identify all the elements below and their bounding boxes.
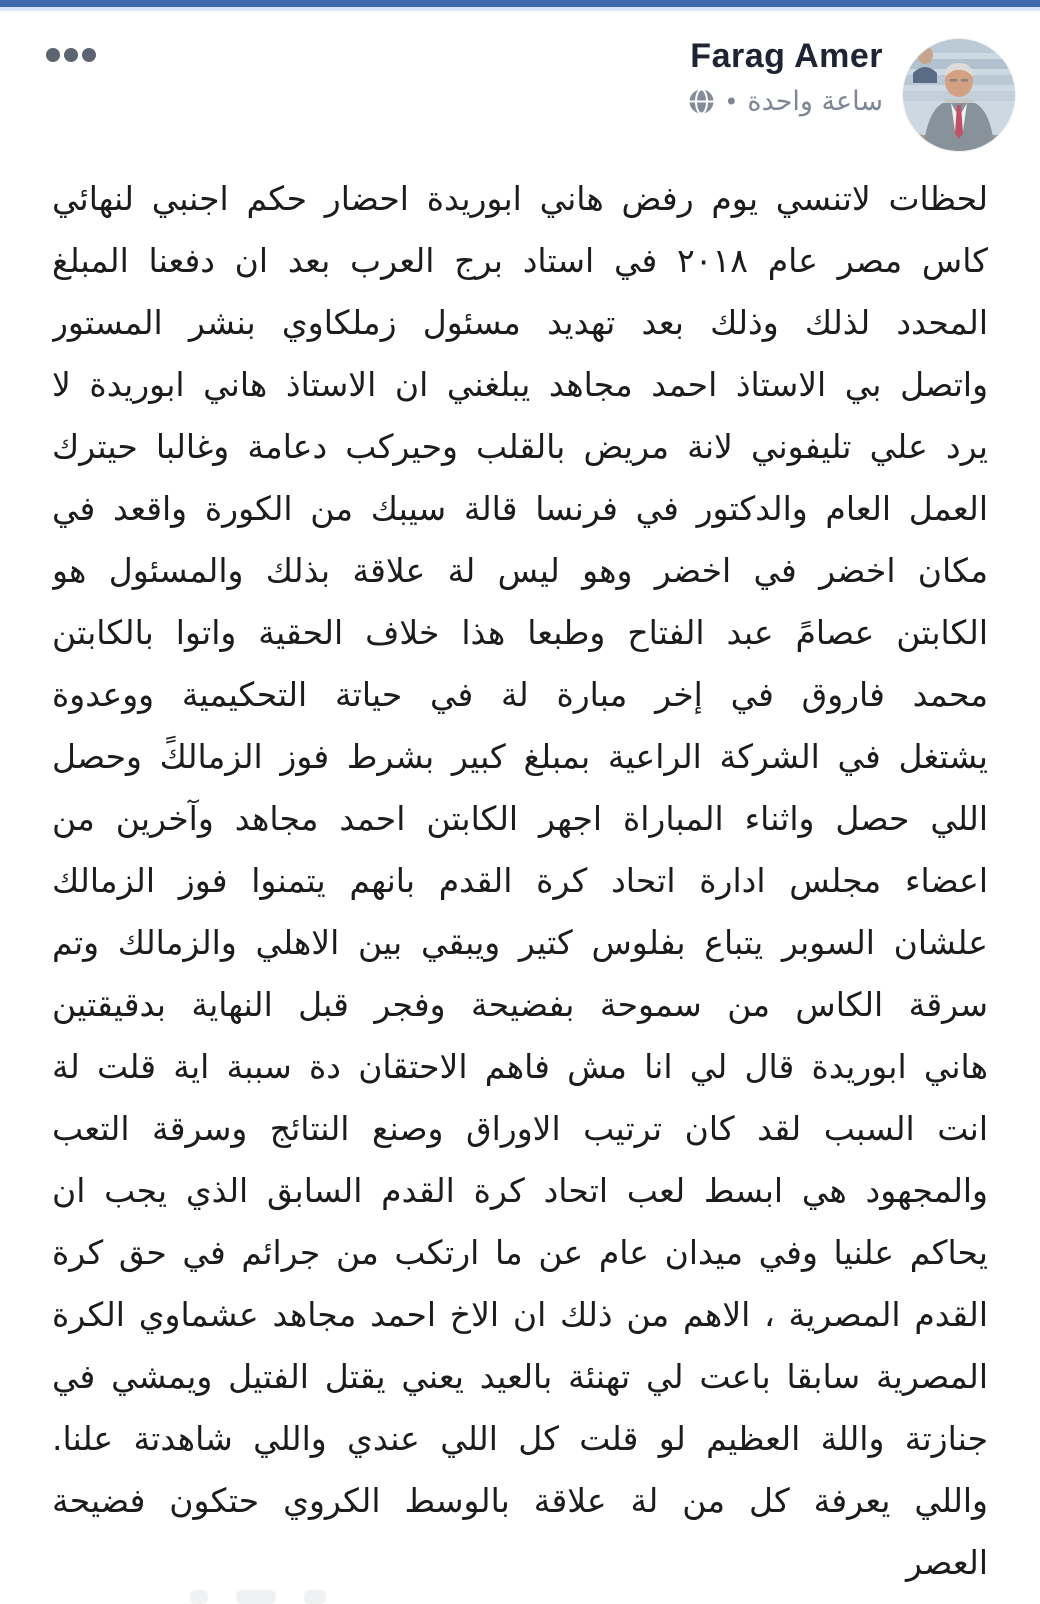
post-text-line: هاني ابوريدة قال لي انا مش فاهم الاحتقان دة سببة اية قلت لة <box>52 1047 988 1086</box>
reaction-icon-partial <box>236 1590 276 1604</box>
post-text-line: يشتغل في الشركة الراعية بمبلغ كبير بشرط فوز الزمالكً وحصل <box>52 737 988 776</box>
avatar[interactable] <box>903 39 1015 151</box>
post-text <box>0 156 1040 1594</box>
post-text-line: المحدد لذلك وذلك بعد تهديد مسئول زملكاوي بنشر المستور <box>52 303 988 342</box>
top-bar <box>0 0 1040 11</box>
post-text-line: الكابتن عصامً عبد الفتاح وطبعا هذا خلاف الحقية واتوا بالكابتن <box>52 613 988 652</box>
post-text-line: محمد فاروق في إخر مبارة لة في حياتة التحكيمية ووعدوة <box>52 675 988 714</box>
post-text-line: اعضاء مجلس ادارة اتحاد كرة القدم بانهم يتمنوا فوز الزمالك <box>52 861 988 900</box>
post-text-line: العمل العام والدكتور في فرنسا قالة سيبك من الكورة واقعد في <box>52 489 988 528</box>
reaction-icon-partial <box>190 1590 208 1604</box>
post-text-line: انت السبب لقد كان ترتيب الاوراق وصنع النتائج وسرقة التعب <box>52 1109 988 1148</box>
post-header <box>0 11 1040 156</box>
post-text-line: والمجهود هي ابسط لعب اتحاد كرة القدم السابق الذي يجب ان <box>52 1171 988 1210</box>
post-text-line: واتصل بي الاستاذ احمد مجاهد يبلغني ان الاستاذ هاني ابوريدة لا <box>52 365 988 404</box>
meta-separator: • <box>724 87 739 116</box>
post-text-line: يرد علي تليفوني لانة مريض بالقلب وحيركب دعامة وغالبا حيترك <box>52 427 988 466</box>
post-text-line: علشان السوبر يتباع بفلوس كتير ويبقي بين الاهلي والزمالك وتم <box>52 923 988 962</box>
post-text-line: القدم المصرية ، الاهم من ذلك ان الاخ احمد مجاهد عشماوي الكرة <box>52 1295 988 1334</box>
globe-icon <box>688 88 715 115</box>
ellipsis-icon <box>46 48 60 62</box>
ellipsis-icon <box>82 48 96 62</box>
post-menu-button[interactable] <box>46 48 96 62</box>
reaction-icon-partial <box>304 1590 326 1604</box>
post-text-line: كاس مصر عام ٢٠١٨ في استاد برج العرب بعد ان دفعنا المبلغ <box>52 241 988 280</box>
post-text-line: اللي حصل واثناء المباراة اجهر الكابتن احمد مجاهد وآخرين من <box>52 799 988 838</box>
post-text-line: سرقة الكاس من سموحة بفضيحة وفجر قبل النهاية بدقيقتين <box>52 985 988 1024</box>
post-text-line: جنازتة واللة العظيم لو قلت كل اللي عندي واللي شاهدتة علنا. <box>52 1419 988 1458</box>
post-text-line: العصر <box>906 1543 988 1582</box>
post-timestamp[interactable]: ساعة واحدة <box>747 86 883 117</box>
post-meta-row <box>688 86 883 117</box>
post-text-line: يحاكم علنيا وفي ميدان عام عن ما ارتكب من جرائم في حق كرة <box>52 1233 988 1272</box>
reactions-bar-partial <box>190 1590 326 1604</box>
post-text-line: المصرية سابقا باعت لي تهنئة بالعيد يعني يقتل الفتيل ويمشي في <box>52 1357 988 1396</box>
post-text-line: لحظات لاتنسي يوم رفض هاني ابوريدة احضار حكم اجنبي لنهائي <box>52 179 988 218</box>
author-name[interactable]: Farag Amer <box>690 37 883 75</box>
author-block <box>688 37 883 117</box>
ellipsis-icon <box>64 48 78 62</box>
profile-photo <box>903 39 1015 151</box>
post-text-line: مكان اخضر في اخضر وهو ليس لة علاقة بذلك والمسئول هو <box>52 551 988 590</box>
post-text-line: واللي يعرفة كل من لة علاقة بالوسط الكروي حتكون فضيحة <box>52 1481 988 1520</box>
